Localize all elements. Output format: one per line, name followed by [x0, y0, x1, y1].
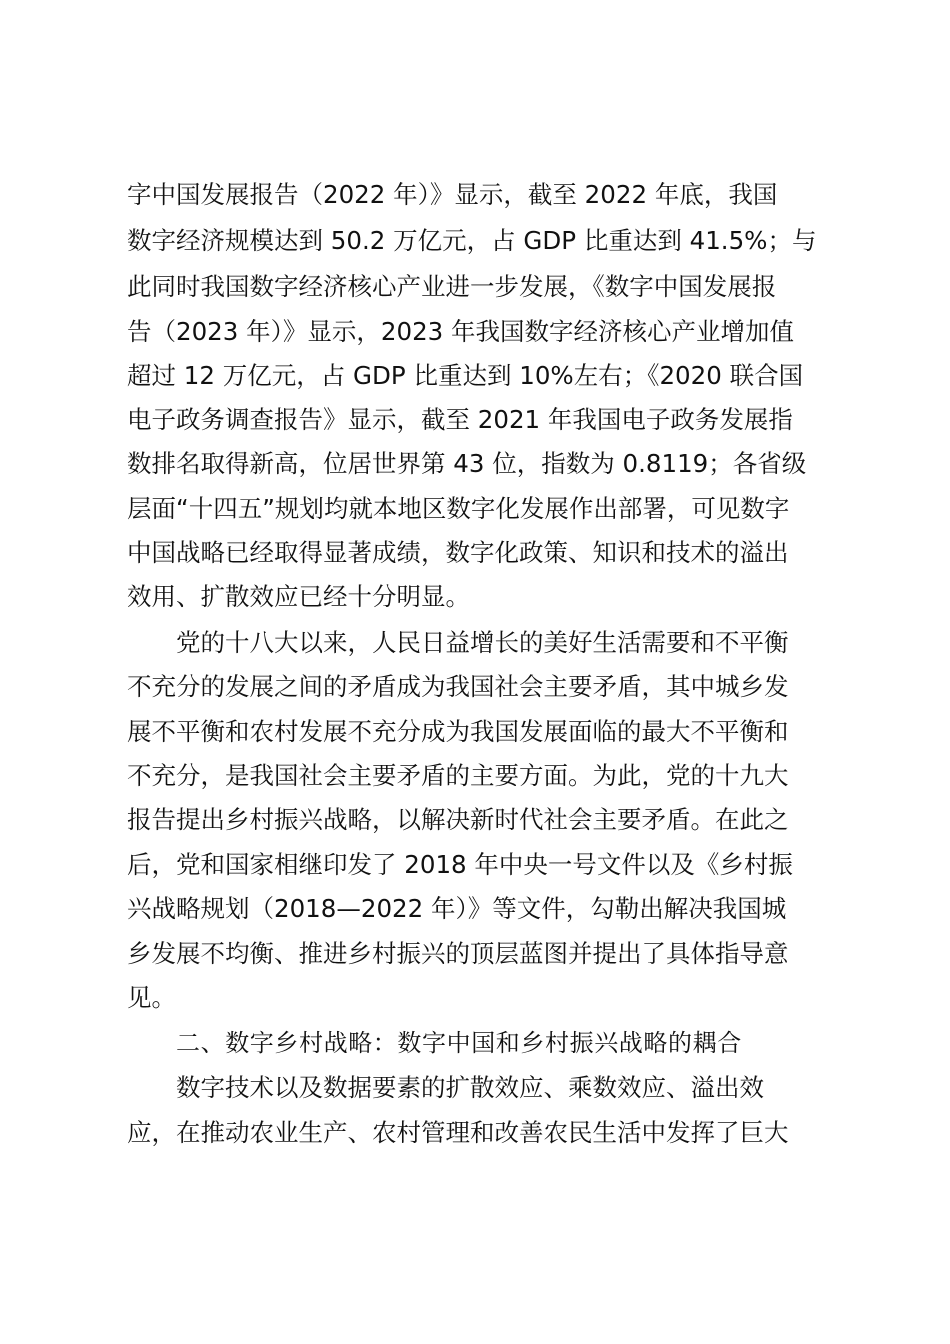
- text-line: 层面“十四五”规划均就本地区数字化发展作出部署，可见数字: [127, 494, 790, 523]
- text-line: 告（2023 年）》显示，2023 年我国数字经济核心产业增加值: [127, 317, 795, 346]
- text-line: 展不平衡和农村发展不充分成为我国发展面临的最大不平衡和: [127, 717, 789, 746]
- text-line: 不充分，是我国社会主要矛盾的主要方面。为此，党的十九大: [127, 761, 789, 790]
- text-line: 字中国发展报告（2022 年）》显示，截至 2022 年底，我国: [127, 180, 778, 209]
- text-line: 超过 12 万亿元，占 GDP 比重达到 10%左右；《2020 联合国: [127, 361, 804, 390]
- text-line: 效用、扩散效应已经十分明显。: [127, 582, 470, 611]
- paragraph-first-line: 党的十八大以来，人民日益增长的美好生活需要和不平衡: [176, 628, 789, 657]
- text-line: 报告提出乡村振兴战略，以解决新时代社会主要矛盾。在此之: [127, 805, 789, 834]
- section-heading: 二、数字乡村战略：数字中国和乡村振兴战略的耦合: [176, 1029, 742, 1057]
- text-line: 数排名取得新高，位居世界第 43 位，指数为 0.8119；各省级: [127, 449, 807, 478]
- text-line: 应，在推动农业生产、农村管理和改善农民生活中发挥了巨大: [127, 1118, 789, 1147]
- text-line: 后，党和国家相继印发了 2018 年中央一号文件以及《乡村振: [127, 850, 793, 879]
- text-line: 乡发展不均衡、推进乡村振兴的顶层蓝图并提出了具体指导意: [127, 939, 789, 968]
- paragraph-first-line: 数字技术以及数据要素的扩散效应、乘数效应、溢出效: [176, 1073, 764, 1102]
- text-line: 数字经济规模达到 50.2 万亿元，占 GDP 比重达到 41.5%；与: [127, 226, 817, 255]
- text-line: 中国战略已经取得显著成绩，数字化政策、知识和技术的溢出: [127, 538, 789, 567]
- text-line: 兴战略规划（2018—2022 年）》等文件，勾勒出解决我国城: [127, 894, 787, 923]
- text-line: 不充分的发展之间的矛盾成为我国社会主要矛盾，其中城乡发: [127, 672, 789, 701]
- text-line: 电子政务调查报告》显示，截至 2021 年我国电子政务发展指: [127, 405, 793, 434]
- text-line: 见。: [127, 983, 176, 1012]
- text-line: 此同时我国数字经济核心产业进一步发展，《数字中国发展报: [127, 272, 777, 301]
